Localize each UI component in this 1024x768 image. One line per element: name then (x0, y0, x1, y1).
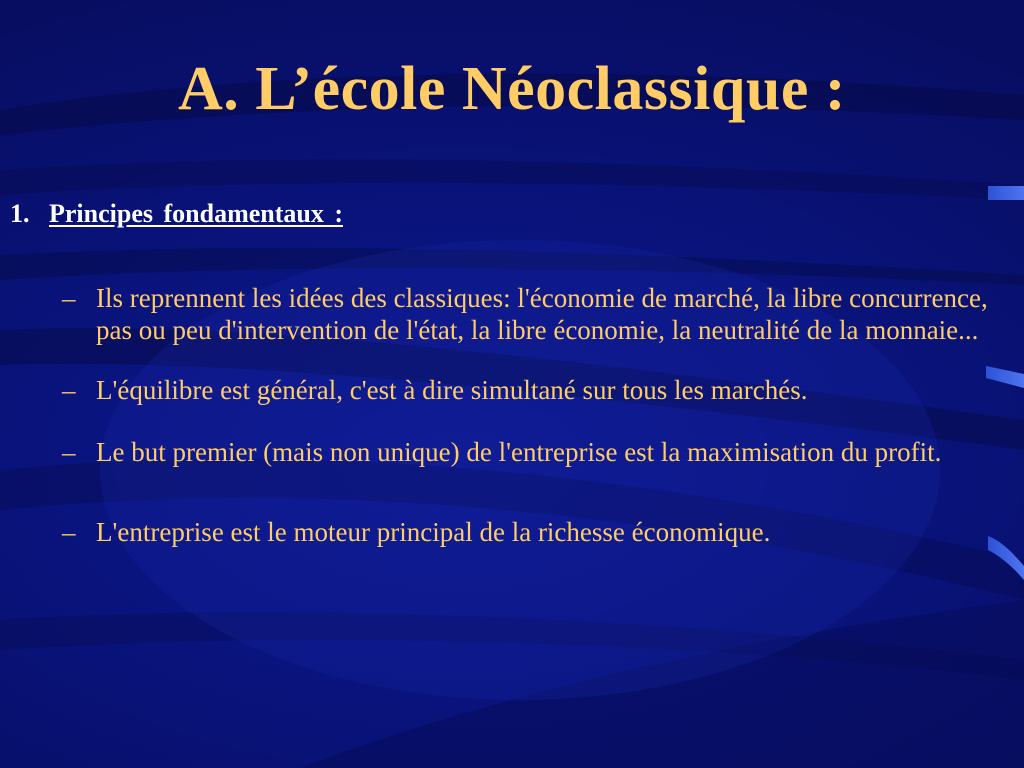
section-heading (10, 198, 343, 230)
swoosh-band (0, 159, 1024, 200)
bullet-text: Le but premier (mais non unique) de l'entreprise est la maximisation du profit. (96, 437, 942, 467)
section-number: 1. (10, 199, 30, 228)
bullet-text: Ils reprennent les idées des classiques: l'économie de marché, la libre concurrence, pas ou peu d'intervention de l'état, la libre économie, la neutralité de la monnaie... (96, 283, 988, 345)
bullet-marker: – (62, 375, 76, 405)
bullet-item (62, 374, 1012, 406)
bullet-list (62, 282, 1012, 548)
bullet-text: L'entreprise est le moteur principal de la richesse économique. (96, 517, 771, 547)
bullet-marker: – (62, 517, 76, 547)
bullet-item (62, 282, 1012, 346)
bullet-item (62, 516, 1012, 548)
bullet-marker: – (62, 283, 76, 313)
accent-tab (988, 186, 1024, 200)
slide-title: A. L’école Néoclassique : (177, 55, 846, 123)
bullet-item (62, 436, 1012, 468)
bullet-marker: – (62, 437, 76, 467)
section-label: Principes fondamentaux : (49, 199, 343, 228)
bullet-text: L'équilibre est général, c'est à dire simultané sur tous les marchés. (96, 375, 808, 405)
